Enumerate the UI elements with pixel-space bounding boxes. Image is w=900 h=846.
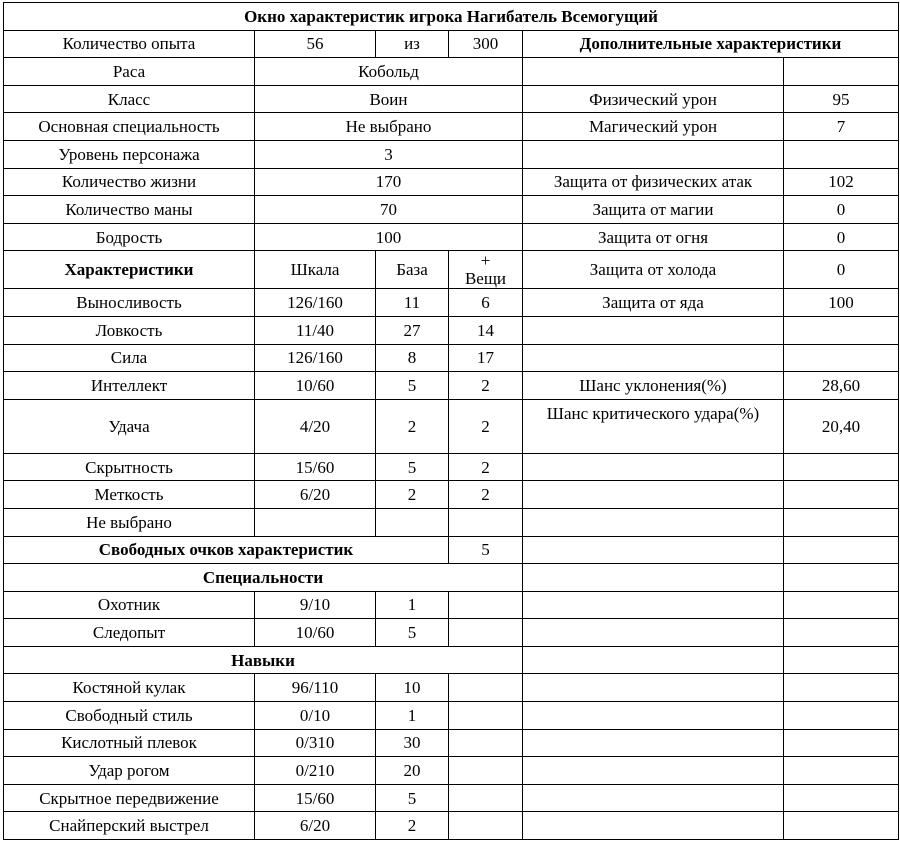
- info-value: Воин: [255, 85, 523, 113]
- skill-scale: 96/110: [255, 674, 376, 702]
- info-row: [4, 140, 899, 168]
- extra-label: Защита от физических атак: [523, 168, 784, 196]
- experience-of: из: [376, 30, 449, 58]
- skill-row: [4, 729, 899, 757]
- skill-base: 5: [376, 784, 449, 812]
- empty-cell: [784, 729, 899, 757]
- stat-items: 6: [449, 289, 523, 317]
- stat-row: [4, 481, 899, 509]
- extra-value: 102: [784, 168, 899, 196]
- empty-cell: [449, 619, 523, 647]
- info-value: Кобольд: [255, 58, 523, 86]
- extra-value: 100: [784, 289, 899, 317]
- skill-name: Удар рогом: [4, 757, 255, 785]
- empty-cell: [449, 784, 523, 812]
- stat-scale: 10/60: [255, 372, 376, 400]
- stat-base: [376, 508, 449, 536]
- free-points-label: Свободных очков характеристик: [4, 536, 449, 564]
- free-points-value: 5: [449, 536, 523, 564]
- free-points-row: [4, 536, 899, 564]
- empty-cell: [784, 784, 899, 812]
- empty-cell: [523, 784, 784, 812]
- empty-cell: [523, 702, 784, 730]
- sheet-title: Окно характеристик игрока Нагибатель Всемогущий: [4, 3, 899, 31]
- stat-row: [4, 453, 899, 481]
- empty-cell: [523, 536, 784, 564]
- stat-scale: 6/20: [255, 481, 376, 509]
- info-label: Количество маны: [4, 196, 255, 224]
- info-value: 170: [255, 168, 523, 196]
- stat-base: 5: [376, 372, 449, 400]
- skill-name: Скрытное передвижение: [4, 784, 255, 812]
- extra-value: 0: [784, 196, 899, 224]
- empty-cell: [449, 591, 523, 619]
- stat-row: [4, 508, 899, 536]
- empty-cell: [523, 481, 784, 509]
- stats-header-items-label: Вещи: [464, 268, 507, 288]
- empty-cell: [449, 702, 523, 730]
- empty-cell: [784, 674, 899, 702]
- stat-name: Меткость: [4, 481, 255, 509]
- empty-cell: [784, 702, 899, 730]
- stat-items: 17: [449, 344, 523, 372]
- extra-value: 0: [784, 251, 899, 289]
- skill-name: Костяной кулак: [4, 674, 255, 702]
- specialty-scale: 9/10: [255, 591, 376, 619]
- skill-scale: 0/10: [255, 702, 376, 730]
- stat-base: 2: [376, 399, 449, 453]
- extra-stats-header: Дополнительные характеристики: [523, 30, 899, 58]
- stat-row: [4, 399, 899, 453]
- skill-row: [4, 702, 899, 730]
- empty-cell: [523, 812, 784, 840]
- empty-cell: [784, 536, 899, 564]
- skill-name: Снайперский выстрел: [4, 812, 255, 840]
- stat-scale: 11/40: [255, 316, 376, 344]
- stat-name: Сила: [4, 344, 255, 372]
- info-label: Раса: [4, 58, 255, 86]
- info-value: 3: [255, 140, 523, 168]
- skill-base: 10: [376, 674, 449, 702]
- stat-name: Скрытность: [4, 453, 255, 481]
- empty-cell: [523, 729, 784, 757]
- info-row: [4, 223, 899, 251]
- info-label: Основная специальность: [4, 113, 255, 141]
- extra-value: [784, 140, 899, 168]
- experience-row: [4, 30, 899, 58]
- stat-row: [4, 372, 899, 400]
- extra-label: Магический урон: [523, 113, 784, 141]
- stats-header-items-plus: +: [480, 250, 491, 270]
- info-row: [4, 85, 899, 113]
- extra-value: 20,40: [784, 399, 899, 453]
- extra-label: [523, 58, 784, 86]
- empty-cell: [784, 481, 899, 509]
- skill-name: Кислотный плевок: [4, 729, 255, 757]
- stats-header-items: [449, 251, 523, 289]
- info-label: Уровень персонажа: [4, 140, 255, 168]
- extra-value: 95: [784, 85, 899, 113]
- skill-base: 1: [376, 702, 449, 730]
- extra-label: Защита от холода: [523, 251, 784, 289]
- specialties-header: Специальности: [4, 564, 523, 592]
- skill-row: [4, 757, 899, 785]
- info-row: [4, 196, 899, 224]
- stats-header-base: База: [376, 251, 449, 289]
- stat-row: [4, 344, 899, 372]
- stats-header-scale: Шкала: [255, 251, 376, 289]
- skill-base: 20: [376, 757, 449, 785]
- empty-cell: [523, 619, 784, 647]
- stat-base: 11: [376, 289, 449, 317]
- empty-cell: [523, 674, 784, 702]
- stat-items: 2: [449, 399, 523, 453]
- skill-scale: 0/310: [255, 729, 376, 757]
- info-value: Не выбрано: [255, 113, 523, 141]
- stat-items: [449, 508, 523, 536]
- empty-cell: [449, 757, 523, 785]
- empty-cell: [784, 812, 899, 840]
- empty-cell: [784, 591, 899, 619]
- stats-header-row: [4, 251, 899, 289]
- stat-base: 27: [376, 316, 449, 344]
- info-label: Класс: [4, 85, 255, 113]
- experience-label: Количество опыта: [4, 30, 255, 58]
- info-label: Бодрость: [4, 223, 255, 251]
- empty-cell: [523, 564, 784, 592]
- specialty-scale: 10/60: [255, 619, 376, 647]
- empty-cell: [784, 619, 899, 647]
- title-row: [4, 3, 899, 31]
- extra-label: [523, 344, 784, 372]
- stat-scale: 126/160: [255, 289, 376, 317]
- empty-cell: [523, 646, 784, 674]
- info-row: [4, 58, 899, 86]
- stat-base: 8: [376, 344, 449, 372]
- info-row: [4, 113, 899, 141]
- extra-value: 0: [784, 223, 899, 251]
- specialty-row: [4, 619, 899, 647]
- skill-row: [4, 784, 899, 812]
- specialty-name: Следопыт: [4, 619, 255, 647]
- empty-cell: [523, 508, 784, 536]
- stat-name: Не выбрано: [4, 508, 255, 536]
- stats-header-title: Характеристики: [4, 251, 255, 289]
- info-row: [4, 168, 899, 196]
- empty-cell: [523, 591, 784, 619]
- empty-cell: [784, 453, 899, 481]
- stat-name: Удача: [4, 399, 255, 453]
- stat-items: 2: [449, 453, 523, 481]
- skill-base: 30: [376, 729, 449, 757]
- stat-row: [4, 316, 899, 344]
- extra-value: [784, 58, 899, 86]
- stat-scale: 4/20: [255, 399, 376, 453]
- skill-row: [4, 812, 899, 840]
- extra-label: Шанс критического удара(%): [523, 399, 784, 453]
- stat-items: 2: [449, 372, 523, 400]
- empty-cell: [784, 508, 899, 536]
- stat-scale: 15/60: [255, 453, 376, 481]
- empty-cell: [449, 812, 523, 840]
- empty-cell: [784, 646, 899, 674]
- extra-label: Шанс уклонения(%): [523, 372, 784, 400]
- skill-base: 2: [376, 812, 449, 840]
- extra-value: [784, 316, 899, 344]
- skill-name: Свободный стиль: [4, 702, 255, 730]
- empty-cell: [784, 757, 899, 785]
- extra-label: Защита от огня: [523, 223, 784, 251]
- stat-name: Интеллект: [4, 372, 255, 400]
- info-value: 70: [255, 196, 523, 224]
- stat-base: 5: [376, 453, 449, 481]
- section-header-row: [4, 646, 899, 674]
- info-value: 100: [255, 223, 523, 251]
- extra-label: Физический урон: [523, 85, 784, 113]
- extra-label: Защита от магии: [523, 196, 784, 224]
- skill-row: [4, 674, 899, 702]
- skill-scale: 15/60: [255, 784, 376, 812]
- extra-label: [523, 316, 784, 344]
- empty-cell: [784, 564, 899, 592]
- stat-base: 2: [376, 481, 449, 509]
- stat-items: 2: [449, 481, 523, 509]
- specialty-base: 5: [376, 619, 449, 647]
- specialty-name: Охотник: [4, 591, 255, 619]
- section-header-row: [4, 564, 899, 592]
- stat-row: [4, 289, 899, 317]
- specialty-row: [4, 591, 899, 619]
- empty-cell: [449, 674, 523, 702]
- extra-label: Защита от яда: [523, 289, 784, 317]
- empty-cell: [449, 729, 523, 757]
- experience-value: 56: [255, 30, 376, 58]
- skill-scale: 0/210: [255, 757, 376, 785]
- character-sheet-table: [3, 2, 899, 840]
- info-label: Количество жизни: [4, 168, 255, 196]
- stat-scale: 126/160: [255, 344, 376, 372]
- stat-items: 14: [449, 316, 523, 344]
- stat-name: Выносливость: [4, 289, 255, 317]
- empty-cell: [523, 757, 784, 785]
- stat-name: Ловкость: [4, 316, 255, 344]
- stat-scale: [255, 508, 376, 536]
- skill-scale: 6/20: [255, 812, 376, 840]
- extra-label: [523, 140, 784, 168]
- extra-value: 28,60: [784, 372, 899, 400]
- specialty-base: 1: [376, 591, 449, 619]
- empty-cell: [523, 453, 784, 481]
- skills-header: Навыки: [4, 646, 523, 674]
- extra-value: 7: [784, 113, 899, 141]
- extra-value: [784, 344, 899, 372]
- experience-max: 300: [449, 30, 523, 58]
